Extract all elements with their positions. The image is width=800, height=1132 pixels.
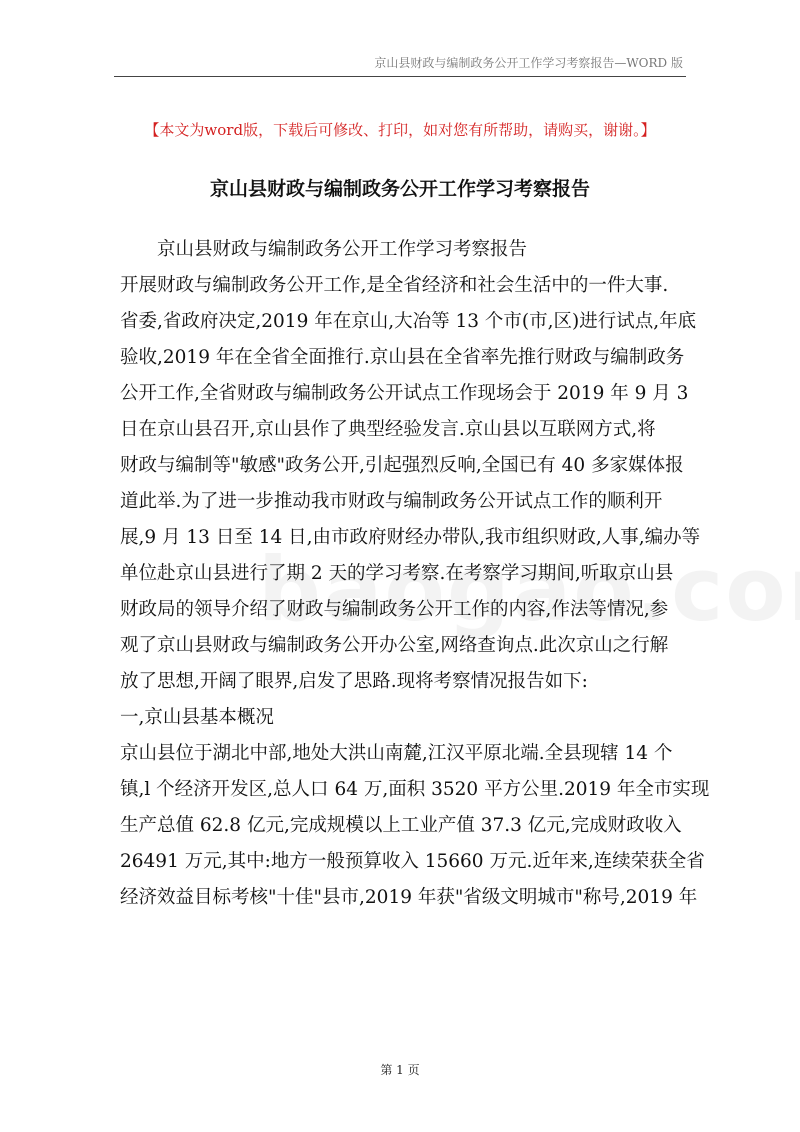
body-line: 观了京山县财政与编制政务公开办公室,网络查询点.此次京山之行解 xyxy=(120,635,669,656)
body-line: 展,9 月 13 日至 14 日,由市政府财经办带队,我市组织财政,人事,编办等 xyxy=(120,527,701,548)
body-line: 26491 万元,其中:地方一般预算收入 15660 万元.近年来,连续荣获全省 xyxy=(120,851,705,872)
body-line: 日在京山县召开,京山县作了典型经验发言.京山县以互联网方式,将 xyxy=(120,419,656,440)
body-line: 单位赴京山县进行了期 2 天的学习考察.在考察学习期间,听取京山县 xyxy=(120,563,674,584)
body-line: 财政局的领导介绍了财政与编制政务公开工作的内容,作法等情况,参 xyxy=(120,599,669,620)
body-line: 放了思想,开阔了眼界,启发了思路.现将考察情况报告如下: xyxy=(120,671,588,692)
document-title: 京山县财政与编制政务公开工作学习考察报告 xyxy=(209,178,590,200)
section-heading: 一,京山县基本概况 xyxy=(120,707,274,728)
body-line: 公开工作,全省财政与编制政务公开试点工作现场会于 2019 年 9 月 3 xyxy=(120,383,689,404)
purchase-notice: 【本文为word版，下载后可修改、打印，如对您有所帮助，请购买，谢谢。】 xyxy=(144,121,656,139)
body-line: 财政与编制等"敏感"政务公开,引起强烈反响,全国已有 40 多家媒体报 xyxy=(120,455,684,476)
body-line: 省委,省政府决定,2019 年在京山,大冶等 13 个市(市,区)进行试点,年底 xyxy=(120,311,697,332)
body-line: 京山县财政与编制政务公开工作学习考察报告 xyxy=(157,239,528,260)
body-line: 京山县位于湖北中部,地处大洪山南麓,江汉平原北端.全县现辖 14 个 xyxy=(120,743,673,764)
body-line: 经济效益目标考核"十佳"县市,2019 年获"省级文明城市"称号,2019 年 xyxy=(120,887,698,908)
body-line: 验收,2019 年在全省全面推行.京山县在全省率先推行财政与编制政务 xyxy=(120,347,685,368)
header-divider xyxy=(114,76,686,77)
page-number: 第 1 页 xyxy=(380,1063,420,1077)
body-line: 生产总值 62.8 亿元,完成规模以上工业产值 37.3 亿元,完成财政收入 xyxy=(120,815,682,836)
running-header: 京山县财政与编制政务公开工作学习考察报告—WORD 版 xyxy=(374,56,683,70)
body-line: 开展财政与编制政务公开工作,是全省经济和社会生活中的一件大事. xyxy=(120,275,669,296)
document-body xyxy=(120,232,710,916)
body-line: 道此举.为了进一步推动我市财政与编制政务公开试点工作的顺利开 xyxy=(120,491,663,512)
body-line: 镇,l 个经济开发区,总人口 64 万,面积 3520 平方公里.2019 年全市实现 xyxy=(120,779,710,800)
